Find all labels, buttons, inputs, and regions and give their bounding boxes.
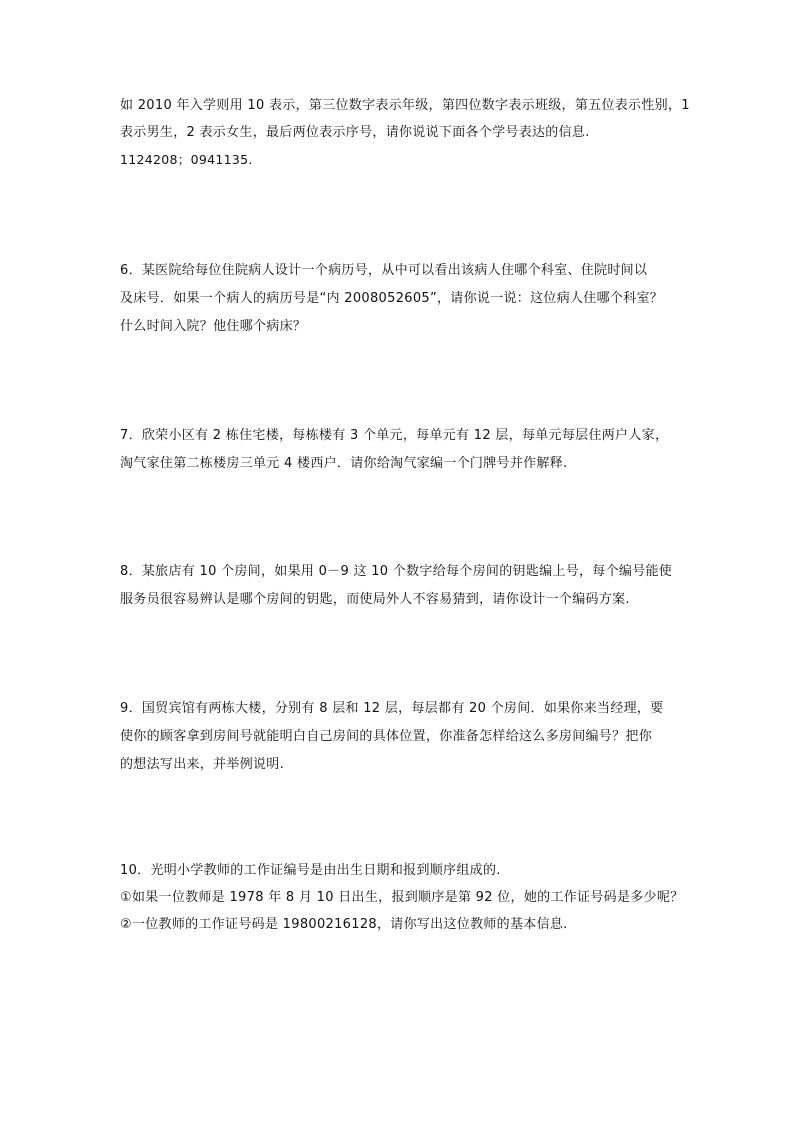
q10-line-1: 10．光明小学教师的工作证编号是由出生日期和报到顺序组成的. [120, 863, 501, 878]
q7-line-1: 7．欣荣小区有 2 栋住宅楼，每栋楼有 3 个单元，每单元有 12 层，每单元每层住两户人家， [120, 428, 669, 443]
q6-line-1: 6．某医院给每位住院病人设计一个病历号，从中可以看出该病人住哪个科室、住院时间以 [120, 263, 648, 278]
intro-line-1: 如 2010 年入学则用 10 表示，第三位数字表示年级，第四位数字表示班级，第五位表示性别，1 [120, 98, 690, 113]
q9-line-1: 9．国贸宾馆有两栋大楼，分别有 8 层和 12 层，每层都有 20 个房间．如果你来当经理，要 [120, 701, 664, 716]
q8-line-1: 8．某旅店有 10 个房间，如果用 0－9 这 10 个数字给每个房间的钥匙编上号，每个编号能使 [120, 564, 673, 579]
q9-line-3: 的想法写出来，并举例说明. [120, 757, 285, 772]
q6-line-3: 什么时间入院？他住哪个病床？ [120, 319, 307, 334]
q8-line-2: 服务员很容易辨认是哪个房间的钥匙，而使局外人不容易猜到，请你设计一个编码方案. [120, 592, 630, 607]
q10-line-2: ①如果一位教师是 1978 年 8 月 10 日出生，报到顺序是第 92 位，她的工作证号码是多少呢？ [120, 890, 684, 905]
q7-line-2: 淘气家住第二栋楼房三单元 4 楼西户．请你给淘气家编一个门牌号并作解释. [120, 456, 568, 471]
q10-line-3: ②一位教师的工作证号码是 19800216128，请你写出这位教师的基本信息. [120, 917, 568, 932]
q6-line-2: 及床号．如果一个病人的病历号是“内 2008052605”，请你说一说：这位病人住哪个科室？ [120, 291, 664, 306]
intro-line-3: 1124208；0941135. [120, 152, 253, 167]
q9-line-2: 使你的顾客拿到房间号就能明白自己房间的具体位置，你准备怎样给这么多房间编号？把你 [120, 729, 653, 744]
intro-line-2: 表示男生，2 表示女生，最后两位表示序号，请你说说下面各个学号表达的信息. [120, 125, 590, 140]
